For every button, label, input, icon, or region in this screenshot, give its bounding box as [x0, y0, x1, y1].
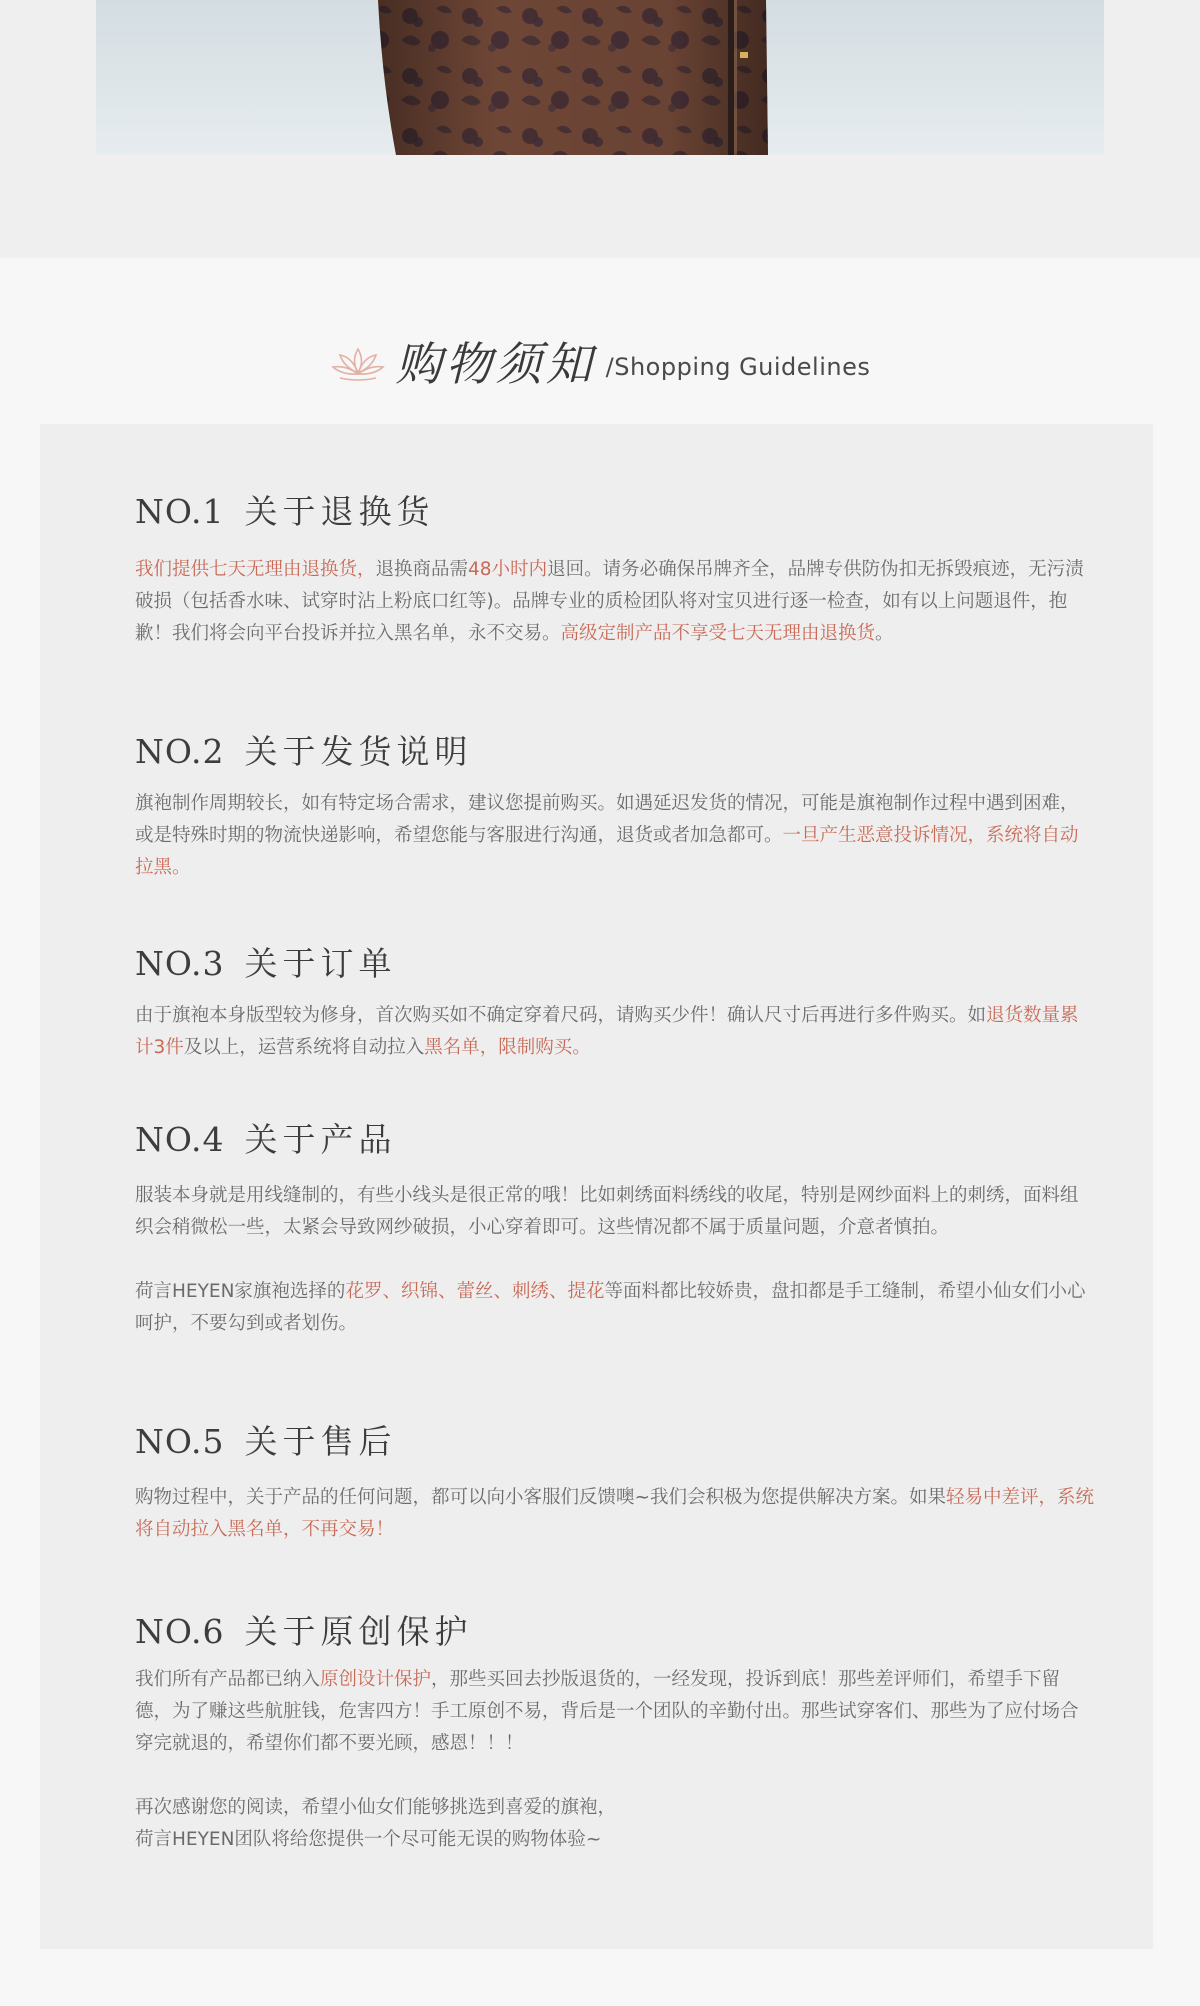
section-heading	[135, 1418, 1095, 1466]
section-body	[135, 1180, 1095, 1340]
section-heading-text: 关于退换货	[244, 492, 435, 531]
body-text: 购物过程中，关于产品的任何问题，都可以向小客服们反馈噢~我们会积极为您提供解决方案。如果	[135, 1487, 947, 1508]
body-text: 及以上，运营系统将自动拉入	[183, 1037, 425, 1058]
section-orders	[135, 940, 1095, 1064]
guidelines-title	[0, 326, 1200, 396]
highlight-text: 退货数量累计3件	[135, 1005, 1079, 1058]
section-number: NO.6	[135, 1612, 225, 1651]
paragraph-gap	[135, 1760, 1095, 1792]
highlight-text: 黑名单，限制购买。	[424, 1037, 591, 1058]
section-body	[135, 1482, 1095, 1546]
highlight-text: 轻易中差评，系统将自动拉入黑名单，不再交易！	[135, 1487, 1095, 1540]
section-paragraph	[135, 788, 1095, 884]
paragraph-gap	[135, 1244, 1095, 1276]
section-body	[135, 1664, 1095, 1856]
lotus-icon	[330, 343, 386, 383]
title-chinese: 购物须知	[395, 337, 596, 391]
section-paragraph	[135, 1792, 1095, 1856]
section-aftersales	[135, 1418, 1095, 1546]
section-number: NO.1	[135, 492, 225, 531]
body-text: 荷言HEYEN家旗袍选择的	[135, 1281, 346, 1302]
highlight-text: 48小时内	[468, 559, 548, 580]
section-shipping	[135, 728, 1095, 884]
highlight-text: 花罗、织锦、蕾丝、刺绣、提花	[345, 1281, 605, 1302]
highlight-text: 一旦产生恶意投诉情况，系统将自动拉黑。	[135, 825, 1079, 878]
body-text: 旗袍制作周期较长，如有特定场合需求，建议您提前购买。如遇延迟发货的情况，可能是旗袍制作过程中遇到困难，或是特殊时期的物流快递影响，希望您能与客服进行沟通，退货或者加急都可。	[135, 793, 1079, 846]
body-text: 等面料都比较娇贵，盘扣都是手工缝制，希望小仙女们小心呵护，不要勾到或者划伤。	[135, 1281, 1086, 1334]
body-text: 再次感谢您的阅读，希望小仙女们能够挑选到喜爱的旗袍，	[135, 1797, 617, 1818]
section-heading-text: 关于订单	[244, 944, 397, 983]
highlight-text: 原创设计保护	[320, 1669, 432, 1690]
section-originality	[135, 1608, 1095, 1856]
section-number: NO.2	[135, 732, 225, 771]
body-text: 荷言HEYEN团队将给您提供一个尽可能无误的购物体验~	[135, 1829, 602, 1850]
guidelines-card	[40, 424, 1153, 1949]
section-heading	[135, 940, 1095, 988]
top-band	[0, 0, 1200, 258]
section-heading-text: 关于发货说明	[244, 732, 473, 771]
body-text: 由于旗袍本身版型较为修身，首次购买如不确定穿着尺码，请购买少件！确认尺寸后再进行多件购买。如	[135, 1005, 987, 1026]
hero-photo	[96, 0, 1104, 155]
section-products	[135, 1116, 1095, 1340]
body-text: 我们所有产品都已纳入	[135, 1669, 321, 1690]
section-heading	[135, 1116, 1095, 1164]
section-paragraph	[135, 1482, 1095, 1546]
qipao-photo	[96, 0, 1104, 155]
section-heading-text: 关于产品	[244, 1120, 397, 1159]
section-paragraph	[135, 1276, 1095, 1340]
section-number: NO.4	[135, 1120, 225, 1159]
section-body	[135, 554, 1095, 650]
section-heading	[135, 1608, 1095, 1656]
section-paragraph	[135, 554, 1095, 650]
section-returns	[135, 488, 1095, 650]
section-heading-text: 关于原创保护	[244, 1612, 473, 1651]
section-heading	[135, 488, 1095, 536]
section-number: NO.3	[135, 944, 225, 983]
section-body	[135, 788, 1095, 884]
section-body	[135, 1000, 1095, 1064]
section-heading-text: 关于售后	[244, 1422, 397, 1461]
highlight-text: 我们提供七天无理由退换货，	[135, 559, 376, 580]
section-paragraph	[135, 1664, 1095, 1760]
title-english: /Shopping Guidelines	[605, 353, 871, 381]
section-heading	[135, 728, 1095, 776]
highlight-text: 高级定制产品不享受七天无理由退换货	[560, 623, 876, 644]
section-paragraph	[135, 1000, 1095, 1064]
body-text: 。	[875, 623, 894, 644]
section-paragraph	[135, 1180, 1095, 1244]
body-text: 退回。请务必确保吊牌齐全，品牌专供防伪扣无拆毁痕迹，无污渍破损（包括香水味、试穿时沾上粉底口红等)。品牌专业的质检团队将对宝贝进行逐一检查，如有以上问题退件，抱歉！我们将会向平台投诉并拉入黑名单，永不交易。	[135, 559, 1084, 644]
body-text: 退换商品需	[375, 559, 469, 580]
section-number: NO.5	[135, 1422, 225, 1461]
body-text: 服装本身就是用线缝制的，有些小线头是很正常的哦！比如刺绣面料绣线的收尾，特别是网纱面料上的刺绣，面料组织会稍微松一些，太紧会导致网纱破损，小心穿着即可。这些情况都不属于质量问题，介意者慎拍。	[135, 1185, 1079, 1238]
body-text: ，那些买回去抄版退货的，一经发现，投诉到底！那些差评师们，希望手下留德，为了赚这些航脏钱，危害四方！手工原创不易，背后是一个团队的辛勤付出。那些试穿客们、那些为了应付场合穿完就退的，希望你们都不要光顾，感恩！！！	[135, 1669, 1079, 1754]
